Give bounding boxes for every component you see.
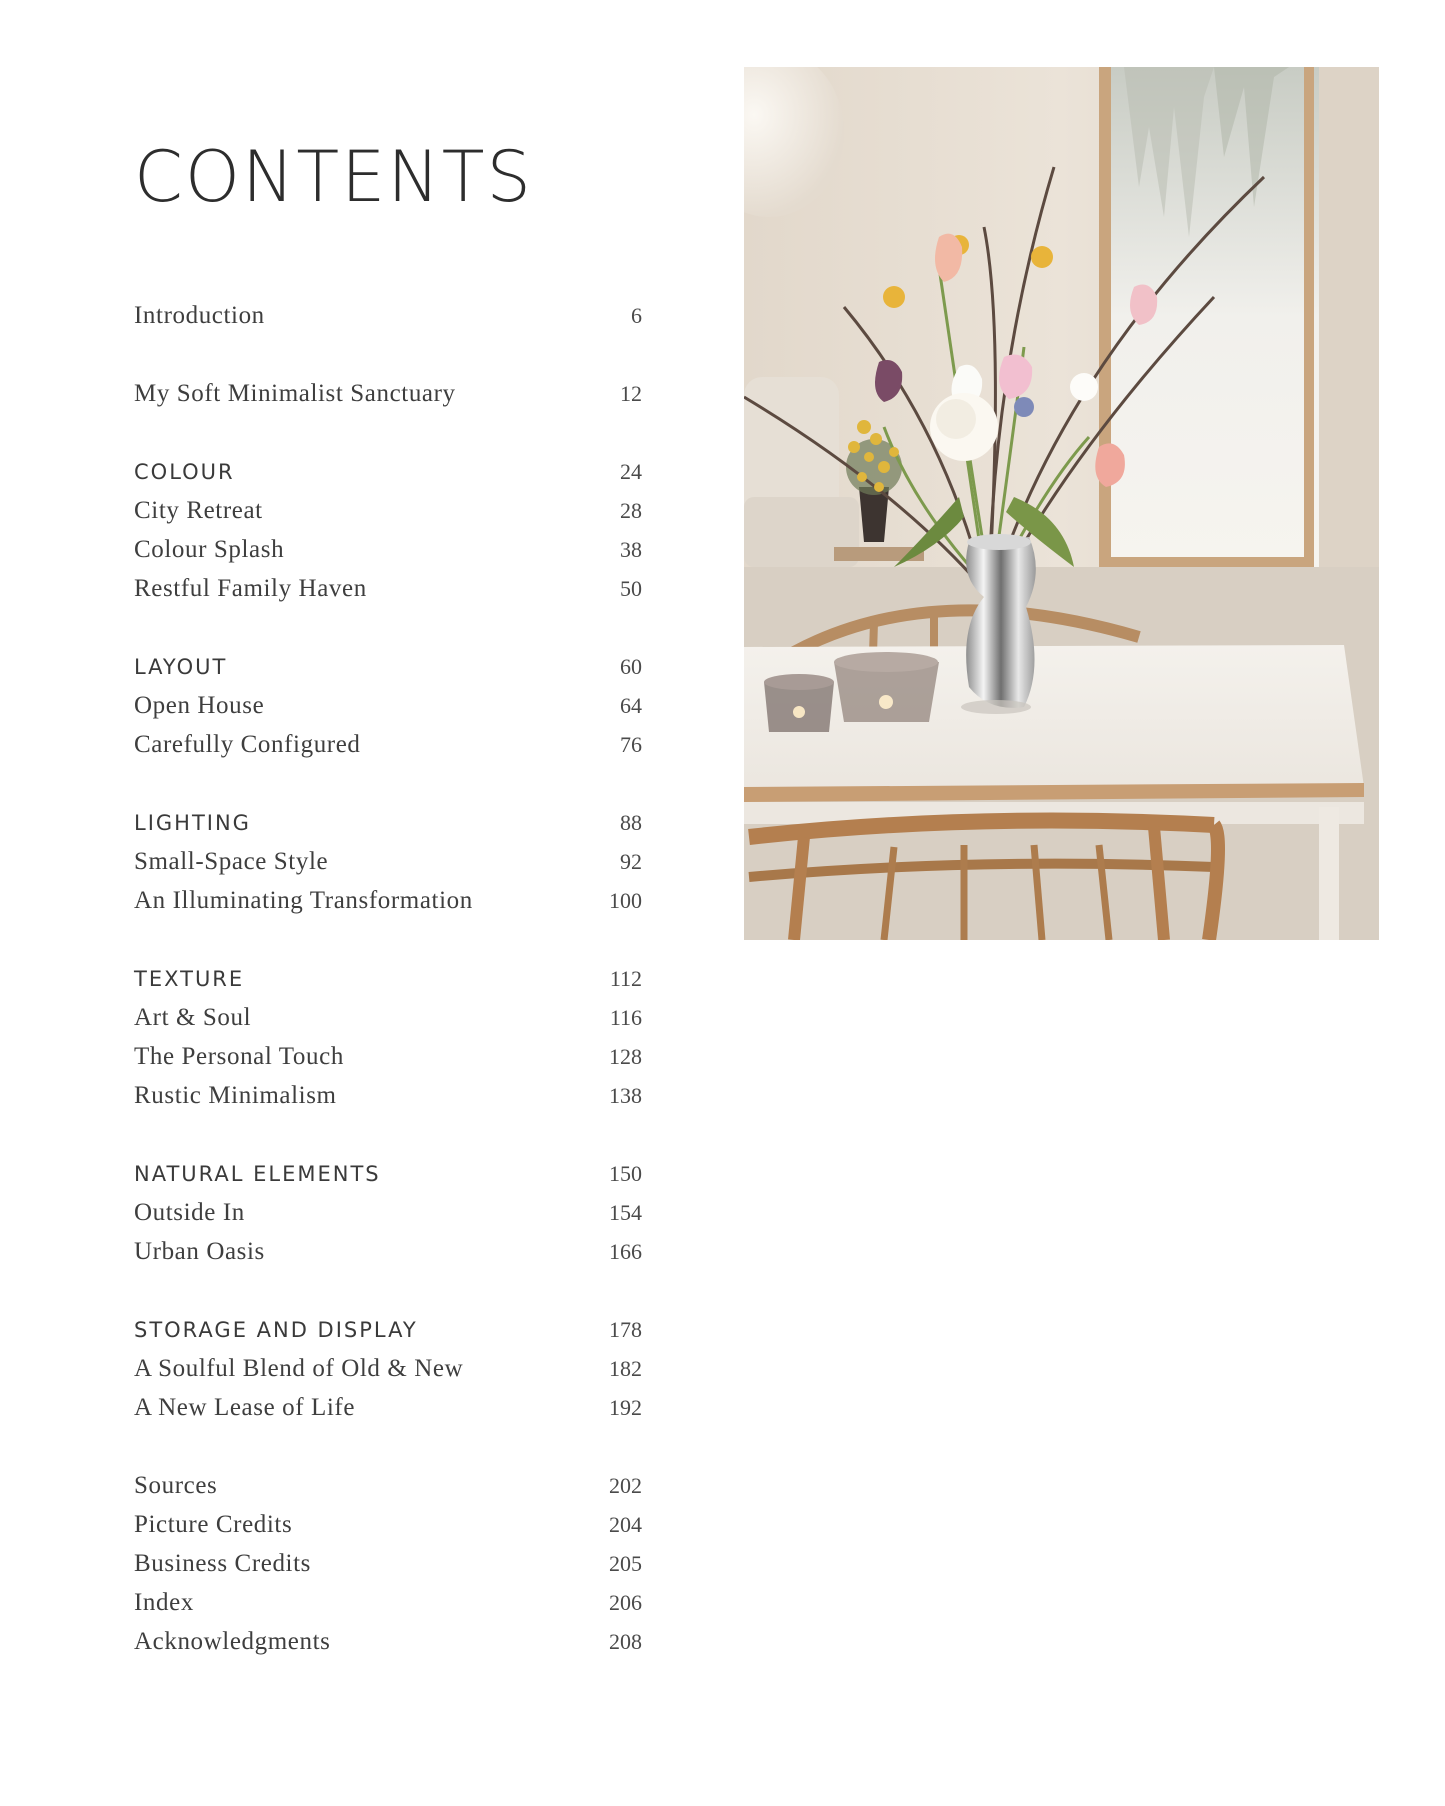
toc-page-number: 38 bbox=[620, 537, 642, 562]
toc-entry-title: A Soulful Blend of Old & New bbox=[134, 1355, 464, 1382]
toc-page-number: 6 bbox=[631, 303, 642, 328]
toc-entry-title: Sources bbox=[134, 1472, 218, 1499]
toc-group bbox=[134, 647, 642, 764]
toc-section-title: LIGHTING bbox=[134, 811, 251, 835]
toc-entry-title: Picture Credits bbox=[134, 1511, 293, 1538]
toc-entry-row bbox=[134, 296, 642, 335]
toc-section-title: NATURAL ELEMENTS bbox=[134, 1162, 381, 1186]
toc-entry-title: Acknowledgments bbox=[134, 1628, 331, 1655]
toc-entry-row bbox=[134, 374, 642, 413]
toc-page-number: 192 bbox=[609, 1395, 642, 1420]
toc-entry-title: Colour Splash bbox=[134, 536, 285, 563]
toc-page-number: 204 bbox=[609, 1512, 642, 1537]
toc-entry-title: Introduction bbox=[134, 302, 265, 329]
toc-entry-row bbox=[134, 842, 642, 881]
table-of-contents bbox=[134, 296, 642, 1700]
toc-entry-row bbox=[134, 998, 642, 1037]
toc-section-row bbox=[134, 959, 642, 998]
toc-entry-row bbox=[134, 1076, 642, 1115]
toc-entry-row bbox=[134, 725, 642, 764]
toc-section-title: STORAGE AND DISPLAY bbox=[134, 1318, 418, 1342]
toc-entry-title: Restful Family Haven bbox=[134, 575, 367, 602]
toc-entry-row bbox=[134, 530, 642, 569]
toc-section-row bbox=[134, 452, 642, 491]
toc-group bbox=[134, 296, 642, 335]
toc-entry-row bbox=[134, 491, 642, 530]
toc-page-number: 28 bbox=[620, 498, 642, 523]
toc-page-number: 208 bbox=[609, 1629, 642, 1654]
toc-page-number: 12 bbox=[620, 381, 642, 406]
toc-group bbox=[134, 803, 642, 920]
toc-page-number: 202 bbox=[609, 1473, 642, 1498]
toc-page-number: 178 bbox=[609, 1317, 642, 1342]
toc-entry-title: Art & Soul bbox=[134, 1004, 252, 1031]
toc-entry-title: A New Lease of Life bbox=[134, 1394, 356, 1421]
toc-entry-title: Business Credits bbox=[134, 1550, 311, 1577]
toc-section-title: TEXTURE bbox=[134, 967, 245, 991]
toc-section-row bbox=[134, 1154, 642, 1193]
toc-group bbox=[134, 1154, 642, 1271]
toc-page-number: 138 bbox=[609, 1083, 642, 1108]
toc-entry-row bbox=[134, 1505, 642, 1544]
toc-entry-row bbox=[134, 1544, 642, 1583]
toc-page-number: 112 bbox=[609, 966, 642, 991]
toc-entry-title: The Personal Touch bbox=[134, 1043, 344, 1070]
toc-entry-row bbox=[134, 1388, 642, 1427]
toc-entry-row bbox=[134, 686, 642, 725]
toc-entry-title: Carefully Configured bbox=[134, 731, 361, 758]
toc-entry-row bbox=[134, 1232, 642, 1271]
toc-page-number: 60 bbox=[620, 654, 642, 679]
toc-entry-row bbox=[134, 1037, 642, 1076]
toc-section-title: COLOUR bbox=[134, 460, 235, 484]
toc-entry-row bbox=[134, 1466, 642, 1505]
toc-entry-row bbox=[134, 1583, 642, 1622]
toc-group bbox=[134, 374, 642, 413]
toc-group bbox=[134, 1466, 642, 1661]
toc-entry-title: Small-Space Style bbox=[134, 848, 329, 875]
toc-entry-row bbox=[134, 1349, 642, 1388]
toc-section-title: LAYOUT bbox=[134, 655, 228, 679]
toc-entry-title: Rustic Minimalism bbox=[134, 1082, 337, 1109]
toc-group bbox=[134, 959, 642, 1115]
toc-page-number: 116 bbox=[609, 1005, 642, 1030]
toc-group bbox=[134, 452, 642, 608]
toc-entry-title: My Soft Minimalist Sanctuary bbox=[134, 380, 456, 407]
toc-entry-title: Urban Oasis bbox=[134, 1238, 265, 1265]
toc-entry-title: Outside In bbox=[134, 1199, 245, 1226]
toc-page-number: 128 bbox=[609, 1044, 642, 1069]
toc-page-number: 88 bbox=[620, 810, 642, 835]
toc-page-number: 166 bbox=[609, 1239, 642, 1264]
toc-group bbox=[134, 1310, 642, 1427]
toc-page-number: 182 bbox=[609, 1356, 642, 1381]
toc-entry-title: An Illuminating Transformation bbox=[134, 887, 473, 914]
toc-entry-row bbox=[134, 881, 642, 920]
toc-page-number: 92 bbox=[620, 849, 642, 874]
toc-page-number: 100 bbox=[609, 888, 642, 913]
toc-page-number: 154 bbox=[609, 1200, 642, 1225]
toc-page-number: 205 bbox=[609, 1551, 642, 1576]
flower-vase-photo bbox=[744, 67, 1379, 940]
toc-page-number: 50 bbox=[620, 576, 642, 601]
toc-page-number: 206 bbox=[609, 1590, 642, 1615]
toc-entry-title: Open House bbox=[134, 692, 265, 719]
toc-entry-title: City Retreat bbox=[134, 497, 263, 524]
toc-entry-row bbox=[134, 1193, 642, 1232]
toc-entry-row bbox=[134, 1622, 642, 1661]
toc-page-number: 64 bbox=[620, 693, 642, 718]
toc-page-number: 76 bbox=[620, 732, 642, 757]
toc-page-number: 24 bbox=[620, 459, 642, 484]
toc-section-row bbox=[134, 803, 642, 842]
toc-entry-row bbox=[134, 569, 642, 608]
toc-section-row bbox=[134, 1310, 642, 1349]
toc-entry-title: Index bbox=[134, 1589, 194, 1616]
page-title: CONTENTS bbox=[134, 136, 533, 218]
toc-section-row bbox=[134, 647, 642, 686]
toc-page-number: 150 bbox=[609, 1161, 642, 1186]
